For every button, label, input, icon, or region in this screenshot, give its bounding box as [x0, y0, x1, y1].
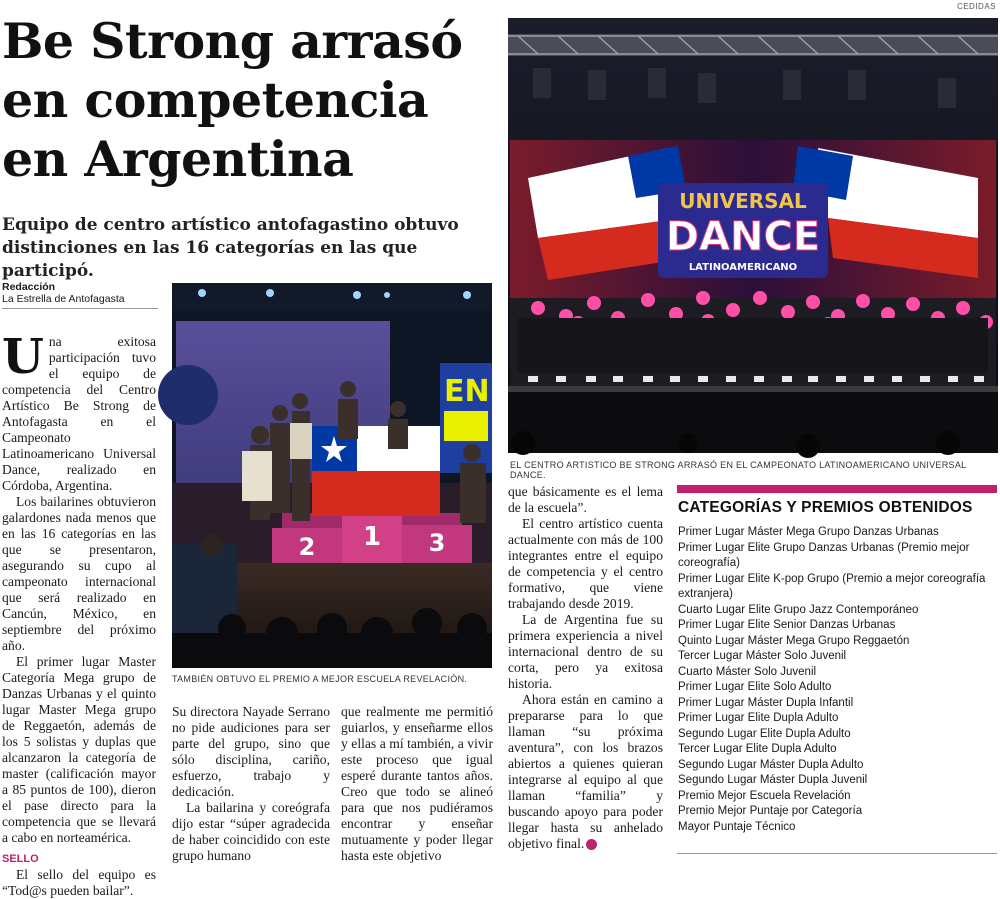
award-item: Primer Lugar Elite Senior Danzas Urbanas [678, 619, 896, 631]
award-item: Segundo Lugar Máster Dupla Juvenil [678, 774, 868, 786]
award-item: Premio Mejor Escuela Revelación [678, 789, 851, 802]
award-item: Cuarto Máster Solo Juvenil [678, 665, 817, 678]
dropcap: U [2, 329, 44, 385]
award-item: Segundo Lugar Máster Dupla Adulto [678, 758, 864, 771]
screen-title-top: UNIVERSAL [679, 189, 807, 213]
award-item: Quinto Lugar Máster Mega Grupo Reggaetón [678, 634, 910, 647]
article-lead-paragraph [2, 329, 156, 494]
award-item: Tercer Lugar Máster Solo Juvenil [678, 650, 847, 662]
byline [2, 281, 158, 309]
article-paragraph: que realmente me permitió guiarlos, y enseñarme ellos y ellas a mí también, a vivir este proceso que igual esperé durante tantos años. Creo que todo se alineó para que nos pudiéramos encontrar y enseñar mutuamente y poder llegar hasta este objetivo [341, 704, 493, 863]
section-heading: SELLO [2, 853, 39, 865]
article-paragraph: Los bailarines obtuvieron galardones nada menos que en las 16 categorías en las que se presentaron, asegurando su cupo al campeonato internacional que será realizado en Cancún, México, en septiembre del próximo año. [2, 494, 156, 653]
chilean-flag [312, 426, 440, 516]
article-paragraph [508, 692, 663, 852]
podium-photo-illustration [172, 283, 492, 668]
award-item: Primer Lugar Elite Grupo Danzas Urbanas (Premio mejor coreografía) [678, 541, 970, 569]
article-paragraph: El sello del equipo es “Tod@s pueden bailar”. [2, 867, 156, 898]
article-paragraph: La de Argentina fue su primera experiencia a nivel internacional dentro de su corta, pero ya exitosa historia. [508, 612, 663, 691]
award-item: Primer Lugar Máster Mega Grupo Danzas Urbanas [678, 526, 939, 538]
podium-photo [172, 283, 492, 668]
article-paragraph: El primer lugar Master Categoría Mega grupo de Danzas Urbanas y el quinto lugar Master Mega grupo de Reggaetón, además de los 5 solistas y duplas que alcanzaron la categoría de master (calificación mayor a 85 puntos de 100), dieron el pase directo para la competencia que se llevará a cabo en norteamérica. [2, 654, 156, 845]
article-paragraph: Su directora Nayade Serrano no pide audiciones para ser parte del grupo, sino que sólo disciplina, cariño, esfuerzo, trabajo y dedicación. [172, 704, 330, 799]
screen-title-main: DANCE [665, 214, 821, 260]
award-item: Mayor Puntaje Técnico [678, 820, 796, 833]
subheadline: Equipo de centro artístico antofagastino obtuvo distinciones en las 16 categorías en las que participó. [2, 215, 459, 281]
article-paragraph: La bailarina y coreógrafa dijo estar “súper agradecida de haber coincidido con este grupo humano [172, 800, 330, 863]
panel-title: CATEGORÍAS Y PREMIOS OBTENIDOS [678, 499, 973, 516]
dance-team [510, 291, 996, 388]
award-item: Primer Lugar Elite K-pop Grupo (Premio a mejor coreografía extranjera) [678, 572, 986, 600]
podium-2-label: 2 [298, 533, 316, 561]
screen-subtitle: LATINOAMERICANO [688, 262, 798, 273]
award-item: Cuarto Lugar Elite Grupo Jazz Contemporáneo [678, 603, 919, 616]
awards-list [677, 525, 997, 835]
award-item: Primer Lugar Elite Solo Adulto [678, 681, 832, 693]
photo-credit-label: CEDIDAS [956, 2, 996, 11]
byline-outlet: La Estrella de Antofagasta [2, 293, 125, 305]
article-column-1 [2, 329, 156, 899]
award-item: Primer Lugar Máster Dupla Infantil [678, 696, 854, 709]
panel-bottom-rule [677, 853, 997, 854]
lead-text: na exitosa participación tuvo el equipo de competencia del Centro Artístico Be Strong de Antofagasta en el Campeonato Latinoamericano Universal Dance, realizado en Córdoba, Argentina. [2, 334, 156, 493]
award-item: Segundo Lugar Elite Dupla Adulto [678, 727, 851, 740]
awards-panel [677, 485, 997, 835]
stage-screen-text: EN [444, 374, 490, 409]
article-paragraph: que básicamente es el lema de la escuela”. [508, 484, 663, 515]
article-column-3 [341, 704, 493, 864]
award-item: Premio Mejor Puntaje por Categoría [678, 805, 863, 817]
article-column-2 [172, 704, 330, 864]
award-item: Primer Lugar Elite Dupla Adulto [678, 712, 839, 724]
panel-accent-bar [677, 485, 997, 493]
article-column-4 [508, 484, 663, 852]
article-paragraph: El centro artístico cuenta actualmente con más de 100 integrantes entre el equipo de competencia y el centro formativo, que viene trabajando desde 2019. [508, 516, 663, 611]
star-end-icon: ✪ [586, 839, 597, 850]
closing-text: Ahora están en camino a prepararse para lo que llaman “su próxima aventura”, con los brazos abiertos a quienes quieran integrarse al equipo al que llaman “familia” y buscando apoyo para poder llegar hasta su anhelado objetivo final. [508, 692, 663, 851]
byline-author: Redacción [2, 281, 56, 293]
award-item: Tercer Lugar Elite Dupla Adulto [678, 743, 837, 755]
stage-photo-caption: EL CENTRO ARTISTICO BE STRONG ARRASÓ EN EL CAMPEONATO LATINOAMERICANO UNIVERSAL DANCE. [510, 460, 967, 480]
stage-team-photo [508, 18, 998, 453]
headline: Be Strong arrasó en competencia en Argentina [2, 12, 463, 188]
podium-3-label: 3 [428, 529, 446, 557]
stage-team-illustration [508, 18, 998, 453]
podium-1-label: 1 [362, 522, 382, 552]
podium-photo-caption: TAMBIÉN OBTUVO EL PREMIO A MEJOR ESCUELA REVELACIÓN. [172, 674, 468, 684]
